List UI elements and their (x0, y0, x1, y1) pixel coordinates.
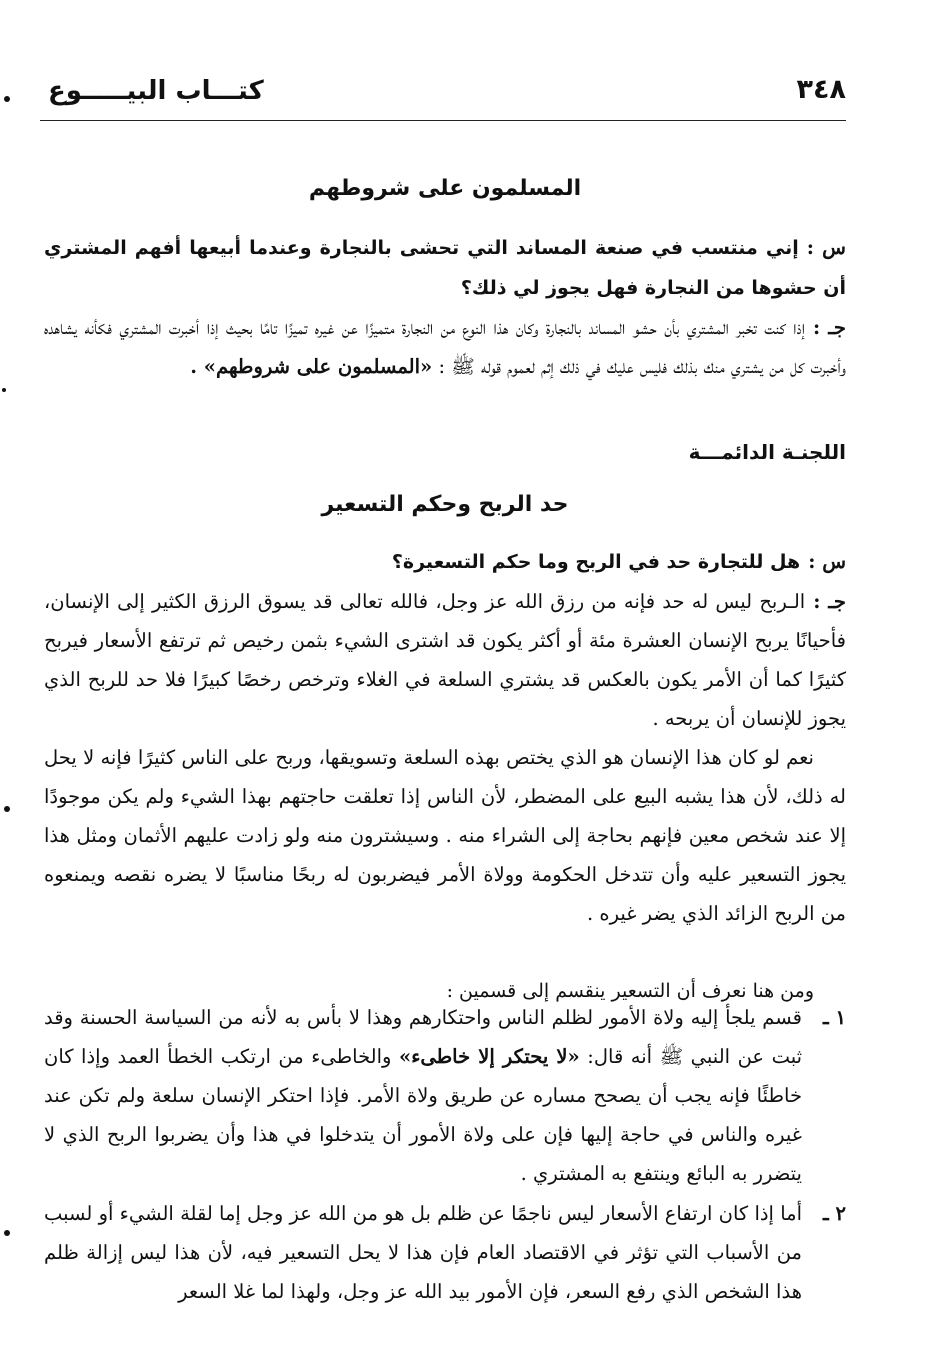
list-text: والخاطىء من ارتكب الخطأ العمد وإذا كان خاطئًا فإنه يجب أن يصحح مساره عن طريق ولاة الأمر. فإذا احتكر الإنسان سلعة ولم تكن عند غيره والناس في حاجة إليها فإن على ولاة الأمور أن يتدخلوا في هذا وأن يضربوا الربح الذي لا يتضرر به البائع وينتفع به المشتري . (44, 1045, 802, 1185)
question-text: إني منتسب في صنعة المساند التي تحشى بالنجارة وعندما أبيعها أفهم المشتري أن حشوها من النجارة فهل يجوز لي ذلك؟ (44, 237, 846, 299)
header-rule (40, 120, 846, 121)
page-header (44, 74, 846, 118)
question-paragraph (44, 228, 846, 308)
list-text: قسم يلجأ إليه ولاة الأمور لظلم الناس واحتكارهم وهذا لا بأس به لأنه من السياسة الحسنة وقد ثبت عن النبي ﷺ أنه قال: (44, 1006, 803, 1068)
hadith-quote: «المسلمون على شروطهم» . (190, 355, 433, 378)
answer-paragraph (44, 308, 846, 386)
hadith-quote: «لا يحتكر إلا خاطىء» (399, 1045, 580, 1068)
section-title: حد الربح وحكم التسعير (321, 492, 569, 517)
running-title: كتـــاب البيـــــوع (48, 76, 264, 106)
answer-paragraph (44, 582, 846, 738)
question-label: س : (808, 550, 846, 573)
margin-mark (4, 806, 10, 812)
margin-mark (4, 96, 10, 102)
signature: اللجنـة الدائمـــة (688, 440, 846, 464)
list-item (44, 998, 846, 1193)
page-number: ٣٤٨ (796, 74, 846, 105)
section-title: المسلمون على شروطهم (308, 176, 582, 201)
question-paragraph (44, 542, 846, 582)
list-number: ١ ـ (823, 1006, 846, 1029)
answer-label: جـ : (813, 590, 846, 613)
list-text: أما إذا كان ارتفاع الأسعار ليس ناجمًا عن ظلم بل هو من الله عز وجل إما لقلة الشيء أو لسبب من الأسباب التي تؤثر في الاقتصاد العام فإن هذا لا يحل التسعير فيه، لأن هذا ليس إزالة ظلم هذا الشخص الذي رفع السعر، فإن الأمور بيد الله عز وجل، ولهذا لما غلا السعر (44, 1202, 802, 1303)
answer-label: جـ : (812, 316, 846, 339)
question-label: س : (806, 236, 846, 259)
answer-text: إذا كنت تخبر المشتري بأن حشو المساند بالنجارة وكان هذا النوع من النجارة متميزًا عن غيره تميزًا تامًا بحيث إذا أخبرت المشتري فكأنه يشاهده وأخبرت كل من يشتري منك بذلك فليس عليك في ذلك إثم لعموم قوله ﷺ : (44, 316, 846, 378)
margin-mark (2, 388, 6, 392)
margin-mark (4, 1230, 10, 1236)
page (44, 64, 846, 1364)
answer-text: الـربح ليس له حد فإنه من رزق الله عز وجل، فالله تعالى قد يسوق الرزق الكثير إلى الإنسان، فأحيانًا يربح الإنسان العشرة مئة أو أكثر يكون قد اشترى الشيء بثمن رخيص ثم ترتفع الأسعار فيربح كثيرًا كما أن الأمر يكون بالعكس قد يشتري السلعة في الغلاء وترخص رخصًا كبيرًا فلا حد للربح الذي يجوز للإنسان أن يربحه . (44, 590, 846, 730)
question-text: هل للتجارة حد في الربح وما حكم التسعيرة؟ (391, 551, 801, 573)
list-number: ٢ ـ (823, 1202, 846, 1225)
body-paragraph: نعم لو كان هذا الإنسان هو الذي يختص بهذه السلعة وتسويقها، وربح على الناس كثيرًا فإنه لا يحل له ذلك، لأن هذا يشبه البيع على المضطر، لأن الناس إذا تعلقت حاجتهم بهذا الشيء ولم يكن موجودًا إلا عند شخص معين فإنهم بحاجة إلى الشراء منه . وسيشترون منه ولو زادت عليهم الأثمان ومثل هذا يجوز التسعير عليه وأن تتدخل الحكومة وولاة الأمر فيضربون له ربحًا مناسبًا لا يضره نقصه ويمنعوه من الربح الزائد الذي يضر غيره . (44, 746, 846, 925)
list-item (44, 1194, 846, 1311)
body-paragraph: ومن هنا نعرف أن التسعير ينقسم إلى قسمين : (446, 980, 814, 1002)
